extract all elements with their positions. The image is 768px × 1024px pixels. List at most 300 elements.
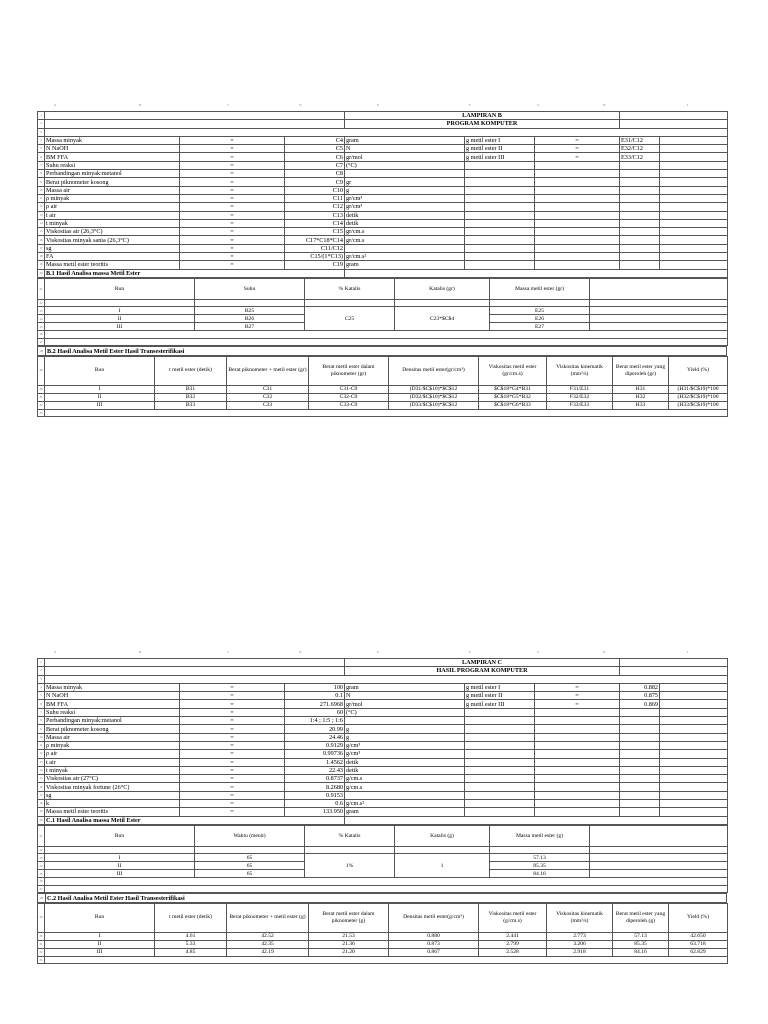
section-1-row: 23 I 65 1% 1 57.13 [38, 854, 728, 862]
sheet-title: LAMPIRAN C [345, 659, 620, 667]
sheet-row [38, 161, 728, 169]
param-unit [345, 244, 465, 252]
sheet-row [38, 783, 728, 791]
param-right-equals [535, 203, 620, 211]
param-right-value [620, 750, 660, 758]
param-right-equals [535, 766, 620, 774]
section-2-header: Viskositas kinematik (mm²/s) [547, 356, 613, 385]
param-label: FA [45, 253, 180, 261]
section-2-header-row: 29 Run t metil ester (detik) Berat piknometer + metil ester (g) Berat metil ester dalam piknometer (g) Densitas metil ester(g/cm³) Viskositas metil ester (g/cm.s) Viskositas kinematik (mm²/s) Berat metil ester yang diperoleh (g) Yield (%) [38, 903, 728, 932]
param-unit: g [345, 186, 465, 194]
row-number: 10 [38, 186, 45, 194]
param-unit: gr/cm.s [345, 228, 465, 236]
section-2-header-row: 29 Run t metil ester (detik) Berat piknometer + metil ester (gr) Berat metil ester dalam piknometer (gr) Densitas metil ester(gr/cm³) Viskositas metil ester (gr/cm.s) Viskositas kinematik (mm²/s) Berat metil ester yang diperoleh (gr) Yield (%) [38, 356, 728, 385]
sheet-row [38, 186, 728, 194]
param-unit: g/cm³ [345, 750, 465, 758]
catalyst-grams: C23*$C$4 [395, 307, 490, 331]
param-value: C13 [285, 211, 345, 219]
param-value: 0.9153 [285, 791, 345, 799]
param-unit: gr [345, 178, 465, 186]
section-1-header: Suhu [195, 278, 305, 299]
param-right-label [465, 161, 535, 169]
section-2-cell: III [45, 948, 155, 956]
sheet-row [38, 120, 728, 128]
row-number: 13 [38, 211, 45, 219]
param-label: Massa minyak [45, 683, 180, 691]
sheet-row [38, 194, 728, 202]
param-right-label [465, 194, 535, 202]
column-letter: D [299, 103, 302, 107]
row-number: 19 [38, 261, 45, 269]
param-right-label [465, 219, 535, 227]
sheet-row [38, 692, 728, 700]
param-right-value [620, 808, 660, 816]
section-2-header: Viskositas metil ester (gr/cm.s) [479, 356, 547, 385]
run-label: III [45, 870, 195, 878]
section-1-table: 21 Run Waktu (menit) % Katalis Katalis (g) Massa metil ester (g) 22 23 I 65 1% 1 57.13 24 II 65 85.35 25 III 65 84.16 26 27 [37, 825, 728, 894]
section-1-header: % Katalis [305, 825, 395, 846]
sheet-row [38, 170, 728, 178]
column-letter: A [54, 103, 57, 107]
section-2-cell: C32-C9 [309, 393, 389, 401]
param-right-label: g metil ester II [465, 145, 535, 153]
section-2-header: Yield (%) [669, 903, 728, 932]
section-2-cell: $C$18*G4*B31 [479, 385, 547, 393]
section-1-header: Waktu (menit) [195, 825, 305, 846]
section-2-header: Berat metil ester yang diperoleh (gr) [613, 356, 669, 385]
param-equals: = [180, 203, 285, 211]
section-2-header: Viskositas metil ester (g/cm.s) [479, 903, 547, 932]
param-right-value: E32/C12 [620, 145, 660, 153]
param-right-equals [535, 161, 620, 169]
param-unit: detik [345, 766, 465, 774]
param-right-value [620, 178, 660, 186]
row-number: 9 [38, 178, 45, 186]
param-right-value [620, 733, 660, 741]
row-number: 6 [38, 153, 45, 161]
section-1-row: 25 III B27 E27 [38, 323, 728, 331]
section-2-cell: (D33/$C$10)*$C$12 [389, 401, 479, 409]
param-label: ρ air [45, 750, 180, 758]
column-letter: A [54, 650, 57, 654]
param-right-value [620, 253, 660, 261]
param-right-label [465, 228, 535, 236]
param-value: C15/(1*C13) [285, 253, 345, 261]
param-value: 0.99736 [285, 750, 345, 758]
param-right-label [465, 203, 535, 211]
section-1-header-row: 21 Run Suhu % Katalis Katalis (gr) Massa metil ester (gr) [38, 278, 728, 299]
sheet-row [38, 791, 728, 799]
ester-mass-cell: 84.16 [490, 870, 590, 878]
section-2-header: Run [45, 356, 155, 385]
temperature-cell: B27 [195, 323, 305, 331]
section-2-cell: 2.528 [479, 948, 547, 956]
param-label: N NaOH [45, 145, 180, 153]
param-right-equals [535, 725, 620, 733]
param-unit: g/cm³ [345, 741, 465, 749]
param-right-label [465, 244, 535, 252]
param-unit: g [345, 733, 465, 741]
section-2-cell: 0.867 [389, 948, 479, 956]
param-unit: gr/cm.s² [345, 253, 465, 261]
column-letter: E [377, 103, 380, 107]
param-right-value [620, 236, 660, 244]
row-number: 17 [38, 791, 45, 799]
param-right-label [465, 186, 535, 194]
param-right-value [620, 741, 660, 749]
sheet-row [38, 733, 728, 741]
param-label: t air [45, 211, 180, 219]
param-label: Berat piknometer kosong [45, 725, 180, 733]
param-label: Massa metil ester teoritis [45, 808, 180, 816]
row-number: 8 [38, 717, 45, 725]
sheet-row [38, 675, 728, 683]
param-equals: = [180, 808, 285, 816]
param-equals: = [180, 700, 285, 708]
ester-mass-cell: E27 [490, 323, 590, 331]
param-right-equals [535, 211, 620, 219]
param-right-label [465, 741, 535, 749]
column-letter: B [139, 650, 142, 654]
section-2-cell: 0.880 [389, 932, 479, 940]
param-equals: = [180, 186, 285, 194]
section-1-title: C.1 Hasil Analisa massa Metil Ester [45, 816, 345, 824]
section-2-cell: I [45, 385, 155, 393]
catalyst-grams: 1 [395, 854, 490, 878]
param-label: Viskositas air (26,3°C) [45, 228, 180, 236]
param-unit: gr/cm³ [345, 194, 465, 202]
param-value: C11 [285, 194, 345, 202]
param-unit [345, 791, 465, 799]
param-label: t minyak [45, 219, 180, 227]
section-2-cell: 84.16 [613, 948, 669, 956]
param-value: 100 [285, 683, 345, 691]
section-2-cell: H31 [613, 385, 669, 393]
sheet-row [38, 775, 728, 783]
param-right-equals [535, 750, 620, 758]
section-1-header: Katalis (g) [395, 825, 490, 846]
sheet-row [38, 725, 728, 733]
param-value: C9 [285, 178, 345, 186]
param-right-label [465, 766, 535, 774]
param-equals: = [180, 708, 285, 716]
param-label: Massa air [45, 186, 180, 194]
section-2-cell: C31-C9 [309, 385, 389, 393]
param-equals: = [180, 766, 285, 774]
param-right-equals: = [535, 136, 620, 144]
param-right-value [620, 161, 660, 169]
param-label: ρ air [45, 203, 180, 211]
param-unit: detik [345, 219, 465, 227]
ester-mass-cell: 57.13 [490, 854, 590, 862]
param-value: C12 [285, 203, 345, 211]
ester-mass-cell: 85.35 [490, 862, 590, 870]
sheet-row [38, 219, 728, 227]
param-value: C14 [285, 219, 345, 227]
param-unit: N [345, 692, 465, 700]
section-2-row: 32 III B33 C33 C33-C9 (D33/$C$10)*$C$12 $C$18*G6*B33 F33/E33 H33 (H33/$C$19)*100 [38, 401, 728, 409]
section-2-cell: C33 [227, 401, 309, 409]
row-number: 12 [38, 750, 45, 758]
section-2-cell: 57.13 [613, 932, 669, 940]
param-equals: = [180, 219, 285, 227]
sheet-title: LAMPIRAN B [345, 112, 620, 120]
param-value: 0.1 [285, 692, 345, 700]
param-right-value: E31/C12 [620, 136, 660, 144]
param-equals: = [180, 783, 285, 791]
param-value: 8.2680 [285, 783, 345, 791]
column-letter: F [469, 650, 471, 654]
section-2-cell: 0.873 [389, 940, 479, 948]
section-2-cell: 42.52 [227, 932, 309, 940]
param-right-equals [535, 775, 620, 783]
param-equals: = [180, 261, 285, 269]
param-unit: gram [345, 261, 465, 269]
column-letter-header [37, 650, 727, 658]
param-value: C15 [285, 228, 345, 236]
sheet-row [38, 758, 728, 766]
param-right-equals [535, 741, 620, 749]
row-number: 18 [38, 253, 45, 261]
section-1-header: Massa metil ester (gr) [490, 278, 590, 299]
param-label: ρ minyak [45, 194, 180, 202]
param-right-label [465, 211, 535, 219]
section-2-header: Densitas metil ester(g/cm³) [389, 903, 479, 932]
section-2-cell: F32/E32 [547, 393, 613, 401]
run-label: II [45, 315, 195, 323]
param-equals: = [180, 692, 285, 700]
section-2-cell: 2.799 [479, 940, 547, 948]
param-right-label [465, 791, 535, 799]
section-2-cell: (H32/$C$19)*100 [669, 393, 728, 401]
section-2-cell: C31 [227, 385, 309, 393]
param-equals: = [180, 170, 285, 178]
param-right-label [465, 253, 535, 261]
param-unit [345, 170, 465, 178]
sheet-row [38, 667, 728, 675]
column-letter: B [139, 103, 142, 107]
param-unit: g/cm.s [345, 783, 465, 791]
param-right-equals [535, 758, 620, 766]
param-right-value [620, 228, 660, 236]
row-number: 12 [38, 203, 45, 211]
param-value: C5 [285, 145, 345, 153]
param-unit: g/cm.s² [345, 800, 465, 808]
param-right-label [465, 708, 535, 716]
param-equals: = [180, 725, 285, 733]
param-value: 60 [285, 708, 345, 716]
param-value: 0.6 [285, 800, 345, 808]
catalyst-percent: 1% [305, 854, 395, 878]
column-letter-header [37, 103, 727, 111]
sheet-row [38, 136, 728, 144]
section-2-cell: (D31/$C$10)*$C$12 [389, 385, 479, 393]
section-2-cell: 4.85 [155, 948, 227, 956]
section-2-cell: 42.19 [227, 948, 309, 956]
sheet-row [38, 717, 728, 725]
param-equals: = [180, 153, 285, 161]
param-value: 1.4562 [285, 758, 345, 766]
param-value: 0.9129 [285, 741, 345, 749]
section-2-cell: 5.33 [155, 940, 227, 948]
param-value: C19 [285, 261, 345, 269]
param-right-label: g metil ester I [465, 683, 535, 691]
sheet-row [38, 112, 728, 120]
param-equals: = [180, 717, 285, 725]
param-right-label [465, 261, 535, 269]
section-2-header: Berat piknometer + metil ester (gr) [227, 356, 309, 385]
sheet-row [38, 808, 728, 816]
section-2-header: Berat metil ester yang diperoleh (g) [613, 903, 669, 932]
section-2-cell: (H33/$C$19)*100 [669, 401, 728, 409]
parameter-table [37, 658, 728, 825]
param-right-value [620, 261, 660, 269]
sheet-row [38, 766, 728, 774]
param-right-label: g metil ester II [465, 692, 535, 700]
param-unit: N [345, 145, 465, 153]
section-1-row: 23 I B25 C25 C23*$C$4 E25 [38, 307, 728, 315]
section-1-header: Run [45, 825, 195, 846]
section-2-cell: 63.718 [669, 940, 728, 948]
param-right-label: g metil ester III [465, 700, 535, 708]
section-2-header: Berat metil ester dalam piknometer (g) [309, 903, 389, 932]
param-right-equals: = [535, 153, 620, 161]
param-label: N NaOH [45, 692, 180, 700]
sheet-row [38, 700, 728, 708]
section-2-cell: C33-C9 [309, 401, 389, 409]
param-value: 20.99 [285, 725, 345, 733]
sheet-row [38, 741, 728, 749]
section-1-title: B.1 Hasil Analisa massa Metil Ester [45, 269, 345, 277]
section-1-header: Run [45, 278, 195, 299]
param-right-equals [535, 800, 620, 808]
sheet-row [38, 178, 728, 186]
param-value: 22.43 [285, 766, 345, 774]
param-equals: = [180, 178, 285, 186]
param-right-label [465, 750, 535, 758]
param-value: C4 [285, 136, 345, 144]
section-2-row: 30 I B31 C31 C31-C9 (D31/$C$10)*$C$12 $C$18*G4*B31 F31/E31 H31 (H31/$C$19)*100 [38, 385, 728, 393]
param-equals: = [180, 741, 285, 749]
param-unit [345, 717, 465, 725]
row-number: 7 [38, 708, 45, 716]
param-right-label [465, 775, 535, 783]
section-2-cell: III [45, 401, 155, 409]
row-number: 9 [38, 725, 45, 733]
param-equals: = [180, 161, 285, 169]
temperature-cell: 65 [195, 854, 305, 862]
row-number: 7 [38, 161, 45, 169]
row-number: 5 [38, 145, 45, 153]
section-1-table: 21 Run Suhu % Katalis Katalis (gr) Massa metil ester (gr) 22 23 I B25 C25 C23*$C$4 E25 24 II B26 E26 25 III B27 E27 26 27 [37, 278, 728, 347]
param-right-value [620, 758, 660, 766]
section-1-row: 24 II 65 85.35 [38, 862, 728, 870]
section-2-header: t metil ester (detik) [155, 903, 227, 932]
param-value: 133.950 [285, 808, 345, 816]
row-number: 8 [38, 170, 45, 178]
param-equals: = [180, 750, 285, 758]
param-equals: = [180, 775, 285, 783]
run-label: I [45, 307, 195, 315]
param-right-equals [535, 236, 620, 244]
param-value: 0.8737 [285, 775, 345, 783]
section-2-cell: (H31/$C$19)*100 [669, 385, 728, 393]
section-2-cell: 42.35 [227, 940, 309, 948]
param-right-value [620, 194, 660, 202]
row-number: 20 [38, 269, 45, 277]
param-right-label [465, 178, 535, 186]
section-2-cell: $C$18*G5*B32 [479, 393, 547, 401]
section-2-header: Berat piknometer + metil ester (g) [227, 903, 309, 932]
temperature-cell: B25 [195, 307, 305, 315]
param-unit: gr/mol [345, 153, 465, 161]
param-right-value: 0.869 [620, 700, 660, 708]
column-letter: I [687, 103, 689, 107]
row-number: 14 [38, 219, 45, 227]
row-number: 20 [38, 816, 45, 824]
row-number: 4 [38, 136, 45, 144]
param-value: C6 [285, 153, 345, 161]
param-right-value [620, 186, 660, 194]
param-right-value [620, 219, 660, 227]
param-value: C11/C12 [285, 244, 345, 252]
param-label: Massa metil ester teoritis [45, 261, 180, 269]
param-label: Viskositas minyak sania (26,3°C) [45, 236, 180, 244]
section-1-header: Massa metil ester (g) [490, 825, 590, 846]
param-right-value [620, 766, 660, 774]
run-label: I [45, 854, 195, 862]
param-equals: = [180, 236, 285, 244]
section-2-cell: H32 [613, 393, 669, 401]
row-number: 19 [38, 808, 45, 816]
param-equals: = [180, 733, 285, 741]
section-2-row: 31 II B32 C32 C32-C9 (D32/$C$10)*$C$12 $C$18*G5*B32 F32/E32 H32 (H32/$C$19)*100 [38, 393, 728, 401]
section-2-cell: B31 [155, 385, 227, 393]
param-right-label [465, 733, 535, 741]
param-label: sg [45, 791, 180, 799]
param-equals: = [180, 791, 285, 799]
param-label: Suhu reaksi [45, 708, 180, 716]
row-number: 10 [38, 733, 45, 741]
section-2-title: C.2 Hasil Analisa Metil Ester Hasil Transesterifikasi [46, 894, 727, 902]
section-2-cell: I [45, 932, 155, 940]
column-letter: C [227, 650, 230, 654]
param-label: Massa air [45, 733, 180, 741]
param-value: C7 [285, 161, 345, 169]
param-right-equals [535, 253, 620, 261]
sheet-row [38, 269, 728, 277]
section-2-cell: F33/E33 [547, 401, 613, 409]
sheet-row [38, 128, 728, 136]
param-unit: detik [345, 211, 465, 219]
param-label: Perbandingan minyak:metanol [45, 170, 180, 178]
temperature-cell: 65 [195, 870, 305, 878]
section-2-title: B.2 Hasil Analisa Metil Ester Hasil Transesterifikasi [46, 347, 727, 355]
param-right-value [620, 170, 660, 178]
param-unit: gr/mol [345, 700, 465, 708]
row-number: 14 [38, 766, 45, 774]
param-label: BM FFA [45, 700, 180, 708]
param-label: Perbandingan minyak:metanol [45, 717, 180, 725]
param-right-value [620, 717, 660, 725]
param-right-label [465, 783, 535, 791]
section-2-cell: F31/E31 [547, 385, 613, 393]
column-letter: I [687, 650, 689, 654]
param-equals: = [180, 683, 285, 691]
param-value: C8 [285, 170, 345, 178]
param-unit: gr/cm.s [345, 236, 465, 244]
section-2-header: Yield (%) [669, 356, 728, 385]
